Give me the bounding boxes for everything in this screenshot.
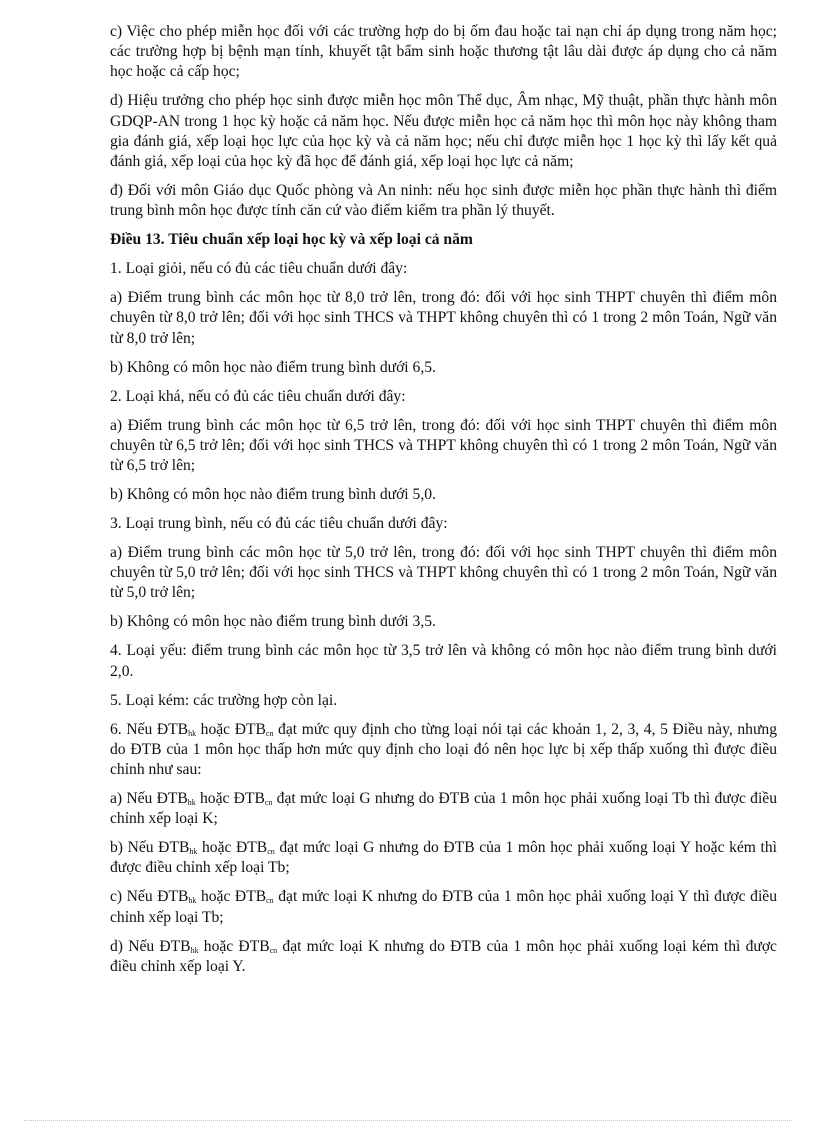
item-6-text-pre: 6. Nếu ĐTB bbox=[110, 720, 189, 738]
subscript-cn: cn bbox=[269, 945, 278, 955]
subscript-hk: hk bbox=[188, 896, 197, 906]
item-4-weak: 4. Loại yếu: điểm trung bình các môn học từ 3,5 trở lên và không có môn học nào điểm trung bình dưới 2,0. bbox=[110, 642, 777, 680]
item-6b-adjustment bbox=[110, 838, 777, 878]
item-6d-text-post: đạt mức loại K nhưng do ĐTB của 1 môn học phải xuống loại kém thì được điều chỉnh xếp loại Y. bbox=[110, 937, 777, 975]
item-6b-text-pre: b) Nếu ĐTB bbox=[110, 839, 190, 857]
item-5-poor: 5. Loại kém: các trường hợp còn lại. bbox=[110, 691, 338, 709]
article-13-heading: Điều 13. Tiêu chuẩn xếp loại học kỳ và xếp loại cả năm bbox=[110, 231, 473, 249]
subscript-cn: cn bbox=[265, 728, 274, 738]
item-6b-text-post: đạt mức loại G nhưng do ĐTB của 1 môn học phải xuống loại Y hoặc kém thì được điều chỉnh xếp loại Tb; bbox=[110, 839, 778, 877]
item-1-excellent: 1. Loại giỏi, nếu có đủ các tiêu chuẩn dưới đây: bbox=[110, 260, 408, 278]
item-2a-criteria: a) Điểm trung bình các môn học từ 6,5 trở lên, trong đó: đối với học sinh THPT chuyên thì điểm môn chuyên từ 6,5 trở lên; đối với học sinh THCS và THPT không chuyên thì có 1 trong 2 môn Toán, Ngữ văn từ 6,5 trở lên; bbox=[110, 416, 777, 475]
paragraph-dd-defense-subject: đ) Đối với môn Giáo dục Quốc phòng và An ninh: nếu học sinh được miễn học phần thực hành thì điểm trung bình môn học được tính căn cứ vào điểm kiểm tra phần lý thuyết. bbox=[110, 182, 777, 220]
subscript-hk: hk bbox=[187, 798, 196, 808]
page-bottom-divider bbox=[24, 1120, 792, 1121]
paragraph-d-principal-exemption: d) Hiệu trưởng cho phép học sinh được miễn học môn Thể dục, Âm nhạc, Mỹ thuật, phần thực hành môn GDQP-AN trong 1 học kỳ hoặc cả năm học. Nếu được miễn học cả năm học thì môn học này không tham gia đánh giá, xếp loại học lực của học kỳ và cả năm học; nếu chỉ được miễn học 1 học kỳ thì lấy kết quả đánh giá, xếp loại của học kỳ đã học để đánh giá, xếp loại học lực cả năm; bbox=[110, 92, 777, 171]
item-6c-text-pre: c) Nếu ĐTB bbox=[110, 888, 189, 906]
subscript-cn: cn bbox=[266, 896, 274, 906]
item-6-text-post: đạt mức quy định cho từng loại nói tại các khoản 1, 2, 3, 4, 5 Điều này, nhưng do ĐTB của 1 môn học thấp hơn mức quy định cho loại đó nên học lực bị xếp thấp xuống thì được điều chỉnh như sau: bbox=[110, 720, 778, 779]
item-6b-text-mid: hoặc ĐTB bbox=[197, 839, 268, 857]
item-1a-criteria: a) Điểm trung bình các môn học từ 8,0 trở lên, trong đó: đối với học sinh THPT chuyên thì điểm môn chuyên từ 8,0 trở lên; đối với học sinh THCS và THPT không chuyên thì có 1 trong 2 môn Toán, Ngữ văn từ 8,0 trở lên; bbox=[110, 289, 777, 347]
subscript-cn: cn bbox=[264, 798, 273, 808]
item-6c-adjustment bbox=[110, 887, 777, 927]
item-3b-criteria: b) Không có môn học nào điểm trung bình dưới 3,5. bbox=[110, 613, 436, 631]
item-2-good: 2. Loại khá, nếu có đủ các tiêu chuẩn dưới đây: bbox=[110, 387, 406, 405]
item-6d-adjustment bbox=[110, 937, 777, 977]
item-6-adjustment bbox=[110, 720, 777, 781]
item-3a-criteria: a) Điểm trung bình các môn học từ 5,0 trở lên, trong đó: đối với học sinh THPT chuyên thì điểm môn chuyên từ 5,0 trở lên; đối với học sinh THCS và THPT không chuyên thì có 1 trong 2 môn Toán, Ngữ văn từ 5,0 trở lên; bbox=[110, 544, 777, 602]
item-6a-text-post: đạt mức loại G nhưng do ĐTB của 1 môn học phải xuống loại Tb thì được điều chỉnh xếp loại K; bbox=[110, 790, 778, 828]
item-1b-criteria: b) Không có môn học nào điểm trung bình dưới 6,5. bbox=[110, 358, 436, 376]
item-3-average: 3. Loại trung bình, nếu có đủ các tiêu chuẩn dưới đây: bbox=[110, 515, 448, 533]
item-6d-text-pre: d) Nếu ĐTB bbox=[110, 937, 191, 955]
item-6c-text-post: đạt mức loại K nhưng do ĐTB của 1 môn học phải xuống loại Y thì được điều chỉnh xếp loại Tb; bbox=[110, 888, 777, 926]
item-6c-text-mid: hoặc ĐTB bbox=[196, 888, 267, 906]
item-6a-text-pre: a) Nếu ĐTB bbox=[110, 790, 188, 808]
subscript-hk: hk bbox=[188, 728, 197, 738]
subscript-cn: cn bbox=[267, 847, 275, 857]
item-6a-text-mid: hoặc ĐTB bbox=[195, 790, 265, 808]
item-2b-criteria: b) Không có môn học nào điểm trung bình dưới 5,0. bbox=[110, 486, 436, 504]
item-6-text-mid: hoặc ĐTB bbox=[196, 720, 266, 738]
item-6a-adjustment bbox=[110, 789, 777, 829]
item-6d-text-mid: hoặc ĐTB bbox=[198, 937, 270, 955]
paragraph-c-exemption-duration: c) Việc cho phép miễn học đối với các trường hợp do bị ốm đau hoặc tai nạn chỉ áp dụng trong năm học; các trường hợp bị bệnh mạn tính, khuyết tật bẩm sinh hoặc thương tật lâu dài được áp dụng cho cả năm học hoặc cả cấp học; bbox=[110, 23, 777, 81]
document-page bbox=[110, 22, 777, 986]
subscript-hk: hk bbox=[190, 945, 199, 955]
subscript-hk: hk bbox=[189, 847, 198, 857]
